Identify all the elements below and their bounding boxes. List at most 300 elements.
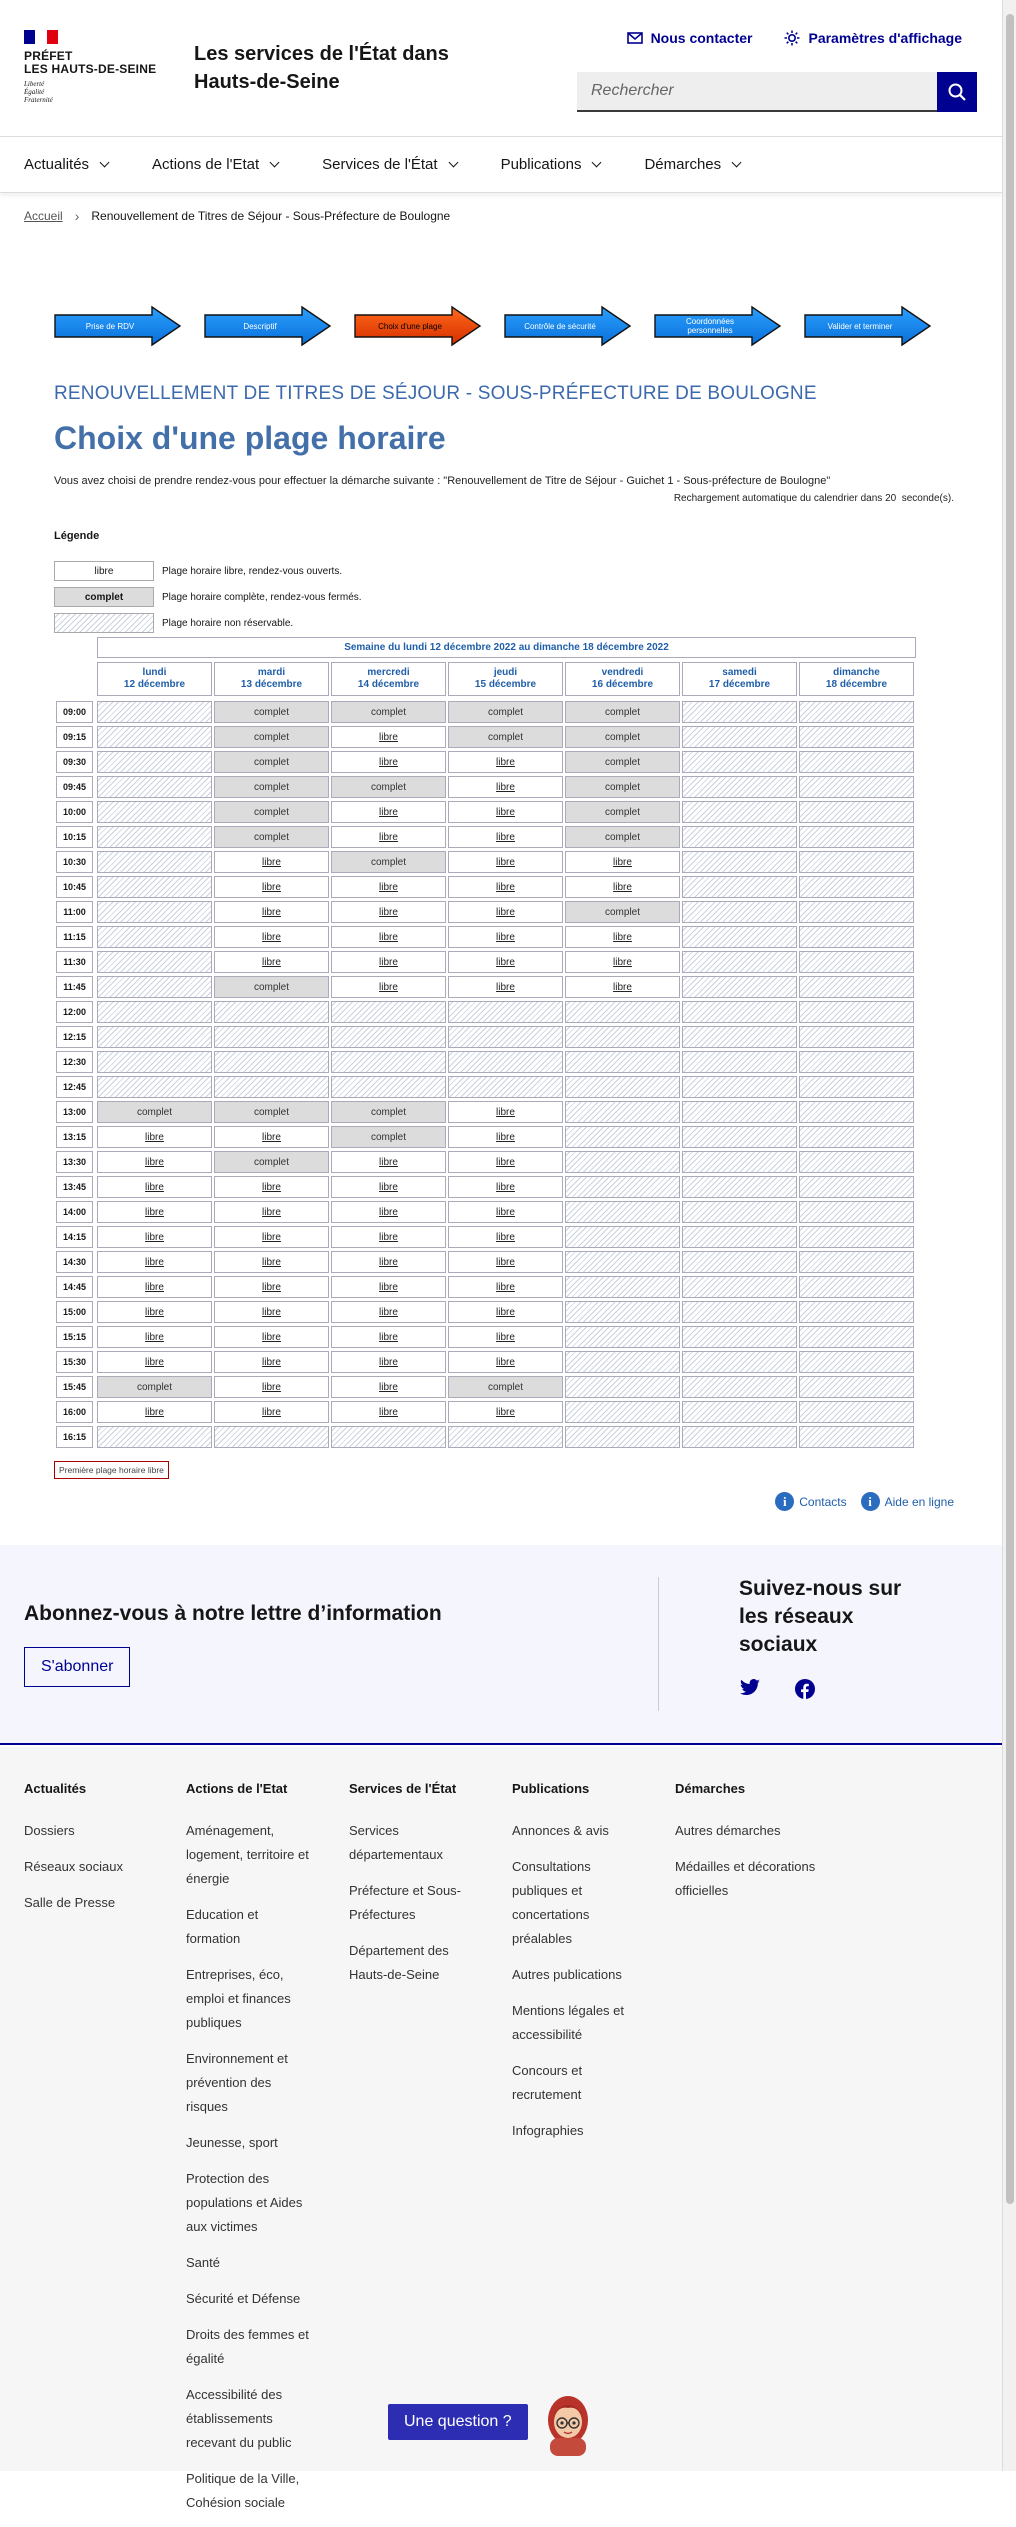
slot-free[interactable]: libre [448,1276,563,1298]
progress-steps [54,306,932,346]
slot-unavailable [682,1301,797,1323]
slot-unavailable [682,826,797,848]
slot-free[interactable]: libre [448,776,563,798]
main-nav [0,137,1002,193]
social-title: Suivez-nous sur les réseaux sociaux [739,1577,902,1656]
step-4 [504,306,632,346]
slot-unavailable [97,976,212,998]
page-title: Choix d'une plage horaire [54,420,446,456]
slot-unavailable [565,1301,680,1323]
chat-button[interactable]: Une question ? [388,2404,528,2440]
slot-free[interactable]: libre [214,1126,329,1148]
slot-unavailable [565,1001,680,1023]
slot-free[interactable]: libre [97,1201,212,1223]
slot-unavailable [682,1026,797,1048]
time-label: 16:15 [56,1426,93,1448]
slot-free[interactable]: libre [448,1351,563,1373]
slot-unavailable [565,1401,680,1423]
slot-free[interactable]: libre [331,1226,446,1248]
facebook-icon[interactable] [795,1679,815,1699]
slot-free[interactable]: libre [214,926,329,948]
slot-unavailable [565,1051,680,1073]
slot-unavailable [799,726,914,748]
slot-unavailable [799,1276,914,1298]
slot-unavailable [799,926,914,948]
slot-full: complet [565,751,680,773]
search-button[interactable] [937,72,977,112]
week-header: Semaine du lundi 12 décembre 2022 au dimanche 18 décembre 2022 [97,637,916,658]
time-label: 14:00 [56,1201,93,1223]
slot-free[interactable]: libre [97,1276,212,1298]
time-label: 12:00 [56,1001,93,1023]
slot-free[interactable]: libre [331,801,446,823]
slot-free[interactable]: libre [448,1201,563,1223]
slot-unavailable [565,1076,680,1098]
slot-free[interactable]: libre [331,1151,446,1173]
slot-free[interactable]: libre [448,926,563,948]
slot-unavailable [97,851,212,873]
time-label: 15:00 [56,1301,93,1323]
time-label: 11:00 [56,901,93,923]
slot-unavailable [97,1001,212,1023]
slot-full: complet [214,826,329,848]
slot-unavailable [799,901,914,923]
footer-link[interactable]: Santé [186,2255,220,2270]
footer-link[interactable]: Salle de Presse [24,1895,116,1910]
slot-unavailable [799,1351,914,1373]
slot-unavailable [682,1251,797,1273]
slot-free[interactable]: libre [97,1301,212,1323]
footer-link[interactable]: Autres publications [512,1967,622,1982]
newsletter-title: Abonnez-vous à notre lettre d’information [24,1602,442,1625]
slot-free[interactable]: libre [331,926,446,948]
slot-unavailable [799,1051,914,1073]
twitter-icon[interactable] [739,1679,761,1697]
slot-free[interactable]: libre [448,1251,563,1273]
day-date: 17 décembre [708,679,771,690]
slot-free[interactable]: libre [448,901,563,923]
nav-item-actions[interactable] [152,156,278,173]
chevron-down-icon [448,158,458,168]
slot-free[interactable]: libre [448,1301,563,1323]
footer-link[interactable]: Infographies [512,2123,584,2138]
slot-free[interactable]: libre [331,1376,446,1398]
time-label: 13:30 [56,1151,93,1173]
chevron-down-icon [592,158,602,168]
slot-unavailable [682,1151,797,1173]
time-label: 13:00 [56,1101,93,1123]
footer-link[interactable]: Protection des populations et Aides aux victimes [186,2171,303,2234]
time-label: 10:15 [56,826,93,848]
slot-unavailable [682,976,797,998]
day-name: mardi [257,667,286,678]
slot-free[interactable]: libre [565,851,680,873]
slot-free[interactable]: libre [448,1326,563,1348]
footer-link[interactable]: Aménagement, logement, territoire et énergie [186,1823,309,1886]
day-name: lundi [142,667,167,678]
slot-unavailable [799,776,914,798]
slot-free[interactable]: libre [565,976,680,998]
step-label: Coordonnées personnelles [685,317,735,335]
footer-link[interactable]: Politique de la Ville, Cohésion sociale [186,2471,300,2510]
slot-free[interactable]: libre [331,1351,446,1373]
chevron-down-icon [270,158,280,168]
slot-unavailable [331,1426,446,1448]
slot-free[interactable]: libre [448,876,563,898]
footer-link[interactable]: Autres démarches [675,1823,781,1838]
slot-unavailable [331,1076,446,1098]
nav-label: Services de l'État [322,156,438,173]
slot-free[interactable]: libre [565,926,680,948]
slot-free[interactable]: libre [565,951,680,973]
slot-unavailable [448,1426,563,1448]
nav-label: Actualités [24,156,90,173]
slot-unavailable [565,1276,680,1298]
reload-prefix: Rechargement automatique du calendrier dans [673,493,883,504]
footer-column [675,1777,825,1915]
slot-unavailable [799,1251,914,1273]
slot-free[interactable]: libre [331,826,446,848]
time-label: 10:45 [56,876,93,898]
time-label: 11:15 [56,926,93,948]
slot-free[interactable]: libre [331,1401,446,1423]
slot-unavailable [682,1401,797,1423]
legend-na-text: Plage horaire non réservable. [162,617,294,629]
slot-free[interactable]: libre [97,1251,212,1273]
divider [658,1577,659,1711]
slot-unavailable [799,951,914,973]
slot-free[interactable]: libre [214,851,329,873]
footer-column [186,1777,316,2527]
slot-full: complet [214,976,329,998]
nav-item-actualites[interactable] [24,156,108,173]
help-links [775,1492,954,1511]
slot-free[interactable]: libre [448,976,563,998]
motto-1: Liberté [24,80,45,88]
step-3 [354,306,482,346]
slot-free[interactable]: libre [331,901,446,923]
slot-unavailable [799,1151,914,1173]
slot-unavailable [97,1026,212,1048]
display-settings-link[interactable] [784,30,962,46]
nav-item-publications[interactable] [501,156,601,173]
footer-link[interactable]: Préfecture et Sous-Préfectures [349,1883,461,1922]
slot-unavailable [97,1051,212,1073]
slot-unavailable [565,1026,680,1048]
footer-heading: Actualités [24,1781,87,1796]
footer-link[interactable]: Entreprises, éco, emploi et finances publiques [186,1967,291,2030]
step-label: Valider et terminer [827,321,893,331]
breadcrumb-home[interactable]: Accueil [24,209,63,223]
footer-heading: Actions de l'Etat [186,1781,288,1796]
slot-free[interactable]: libre [97,1326,212,1348]
footer-link[interactable]: Dossiers [24,1823,75,1838]
slot-unavailable [97,726,212,748]
footer-link[interactable]: Jeunesse, sport [186,2135,278,2150]
slot-unavailable [97,701,212,723]
step-label: Contrôle de sécurité [524,321,596,331]
slot-free[interactable]: libre [448,1176,563,1198]
step-2 [204,306,332,346]
legend-free [54,561,342,581]
mail-icon [627,31,643,45]
day-date: 14 décembre [357,679,420,690]
header [0,0,1002,137]
footer-link[interactable]: Droits des femmes et égalité [186,2327,309,2366]
marianne-logo[interactable] [24,30,174,104]
slot-free[interactable]: libre [214,1226,329,1248]
slot-unavailable [682,901,797,923]
slot-free[interactable]: libre [214,876,329,898]
slot-unavailable [799,701,914,723]
online-help-link[interactable] [861,1492,954,1511]
day-date: 16 décembre [591,679,654,690]
slot-unavailable [799,1176,914,1198]
footer-link[interactable]: Département des Hauts-de-Seine [349,1943,449,1982]
nav-label: Publications [500,156,582,173]
day-header-lundi [97,662,212,696]
slot-unavailable [97,751,212,773]
slot-free[interactable]: libre [214,1351,329,1373]
slot-unavailable [799,801,914,823]
time-label: 12:30 [56,1051,93,1073]
slot-free[interactable]: libre [331,1301,446,1323]
footer-link[interactable]: Accessibilité des établissements recevant du public [186,2387,292,2450]
time-label: 09:00 [56,701,93,723]
slot-free[interactable]: libre [214,1301,329,1323]
slot-free[interactable]: libre [214,1276,329,1298]
slot-free[interactable]: libre [331,1201,446,1223]
site-name[interactable]: Les services de l'État dans Hauts-de-Seine [194,43,449,93]
footer-link[interactable]: Réseaux sociaux [24,1859,123,1874]
slot-free[interactable]: libre [448,826,563,848]
slot-free[interactable]: libre [448,1101,563,1123]
slot-full: complet [214,751,329,773]
slot-free[interactable]: libre [214,951,329,973]
flag-icon [24,30,58,44]
slot-free[interactable]: libre [448,1401,563,1423]
slot-free[interactable]: libre [565,876,680,898]
slot-free[interactable]: libre [331,1326,446,1348]
time-label: 10:00 [56,801,93,823]
chevron-down-icon [100,158,110,168]
day-name: mercredi [367,667,410,678]
slot-free[interactable]: libre [448,801,563,823]
gov-line-2: LES HAUTS-DE-SEINE [24,62,157,76]
slot-free[interactable]: libre [214,1326,329,1348]
slot-unavailable [799,751,914,773]
slot-free[interactable]: libre [97,1226,212,1248]
slot-unavailable [682,1101,797,1123]
slot-free[interactable]: libre [97,1351,212,1373]
step-5 [654,306,782,346]
slot-unavailable [682,1426,797,1448]
slot-free[interactable]: libre [448,1226,563,1248]
footer-column [512,1777,642,2155]
step-label: Prise de RDV [85,321,135,331]
footer-link[interactable]: Environnement et prévention des risques [186,2051,288,2114]
slot-free[interactable]: libre [331,951,446,973]
slot-free[interactable]: libre [214,1201,329,1223]
time-label: 15:30 [56,1351,93,1373]
slot-free[interactable]: libre [448,1151,563,1173]
online-help-label: Aide en ligne [884,1494,954,1509]
contacts-link[interactable] [775,1492,846,1511]
slot-unavailable [448,1051,563,1073]
slot-unavailable [97,1076,212,1098]
slot-full: complet [331,1101,446,1123]
slot-full: complet [565,701,680,723]
slot-free[interactable]: libre [214,1176,329,1198]
time-label: 13:15 [56,1126,93,1148]
footer-heading: Publications [512,1781,590,1796]
day-date: 13 décembre [240,679,303,690]
time-label: 12:15 [56,1026,93,1048]
scrollbar-thumb[interactable] [1006,14,1014,2204]
contact-link[interactable] [627,30,753,46]
slot-full: complet [214,1151,329,1173]
slot-free[interactable]: libre [448,851,563,873]
slot-free[interactable]: libre [97,1126,212,1148]
day-header-mardi [214,662,329,696]
slot-unavailable [799,851,914,873]
slot-free[interactable]: libre [331,726,446,748]
time-label: 09:45 [56,776,93,798]
slot-unavailable [97,951,212,973]
slot-unavailable [565,1426,680,1448]
slot-unavailable [565,1126,680,1148]
slot-free[interactable]: libre [97,1176,212,1198]
motto-3: Fraternité [24,96,53,104]
footer-column [24,1777,154,1927]
scrollbar[interactable] [1002,0,1016,2471]
slot-unavailable [682,1076,797,1098]
time-label: 16:00 [56,1401,93,1423]
reload-seconds: 20 [885,493,897,504]
slot-unavailable [565,1101,680,1123]
reload-notice [674,493,954,504]
search-input[interactable]: Rechercher [577,72,937,112]
step-6 [804,306,932,346]
gov-line-1: PRÉFET [24,49,73,63]
nav-label: Actions de l'Etat [152,156,260,173]
time-label: 11:30 [56,951,93,973]
slot-free[interactable]: libre [214,901,329,923]
slot-unavailable [97,876,212,898]
step-label: Choix d'une plage [378,321,442,331]
slot-unavailable [214,1051,329,1073]
time-label: 13:45 [56,1176,93,1198]
assistant-avatar[interactable] [540,2390,596,2456]
legend-free-box: libre [54,561,154,581]
slot-unavailable [799,1401,914,1423]
slot-full: complet [331,1126,446,1148]
slot-unavailable [682,1226,797,1248]
slot-unavailable [799,976,914,998]
footer-link[interactable]: Consultations publiques et concertations préalables [512,1859,591,1946]
time-label: 09:15 [56,726,93,748]
time-label: 14:15 [56,1226,93,1248]
day-name: dimanche [833,667,880,678]
slot-free[interactable]: libre [448,951,563,973]
footer-link[interactable]: Services départementaux [349,1823,443,1862]
footer-link[interactable]: Mentions légales et accessibilité [512,2003,625,2042]
subscribe-button[interactable]: S'abonner [24,1647,130,1687]
footer-heading: Services de l'État [349,1781,457,1796]
footer-link[interactable]: Médailles et décorations officielles [675,1859,816,1898]
nav-label: Démarches [644,156,722,173]
footer [0,1747,1002,2510]
day-header-mercredi [331,662,446,696]
slot-full: complet [331,701,446,723]
slot-unavailable [682,1051,797,1073]
nav-item-services[interactable] [322,156,456,173]
slot-free[interactable]: libre [331,1251,446,1273]
slot-unavailable [799,826,914,848]
slot-unavailable [565,1151,680,1173]
slot-unavailable [97,901,212,923]
slot-unavailable [682,801,797,823]
slot-free[interactable]: libre [448,1126,563,1148]
day-header-dimanche [799,662,914,696]
slot-unavailable [565,1201,680,1223]
slot-unavailable [799,1001,914,1023]
slot-unavailable [448,1001,563,1023]
slot-full: complet [565,801,680,823]
slot-unavailable [799,876,914,898]
slot-free[interactable]: libre [214,1401,329,1423]
newsletter-section [0,1545,1002,1745]
slot-unavailable [682,1351,797,1373]
slot-full: complet [448,726,563,748]
slot-free[interactable]: libre [97,1401,212,1423]
day-name: samedi [722,667,757,678]
footer-link[interactable]: Education et formation [186,1907,259,1946]
slot-unavailable [799,1126,914,1148]
nav-item-demarches[interactable] [644,156,740,173]
time-label: 15:45 [56,1376,93,1398]
first-free-slot-button[interactable]: Première plage horaire libre [54,1461,169,1479]
legend-na [54,613,293,633]
slot-unavailable [565,1176,680,1198]
time-label: 09:30 [56,751,93,773]
slot-unavailable [565,1251,680,1273]
footer-link[interactable]: Annonces & avis [512,1823,609,1838]
slot-full: complet [97,1101,212,1123]
footer-link[interactable]: Concours et recrutement [512,2063,583,2102]
slot-unavailable [682,751,797,773]
slot-free[interactable]: libre [331,1276,446,1298]
footer-link[interactable]: Sécurité et Défense [186,2291,301,2306]
slot-full: complet [214,801,329,823]
slot-free[interactable]: libre [214,1251,329,1273]
slot-free[interactable]: libre [331,1176,446,1198]
time-label: 11:45 [56,976,93,998]
slot-unavailable [214,1001,329,1023]
slot-free[interactable]: libre [97,1151,212,1173]
day-header-samedi [682,662,797,696]
slot-free[interactable]: libre [448,751,563,773]
slot-free[interactable]: libre [331,976,446,998]
slot-free[interactable]: libre [331,751,446,773]
slot-free[interactable]: libre [214,1376,329,1398]
slot-full: complet [214,726,329,748]
slot-unavailable [682,1001,797,1023]
slot-unavailable [799,1376,914,1398]
day-name: vendredi [601,667,644,678]
intro-text: Vous avez choisi de prendre rendez-vous pour effectuer la démarche suivante : "Renouvellement de Titre de Séjour - Guichet 1 - Sous-préfecture de Boulogne" [54,475,831,487]
slot-free[interactable]: libre [331,876,446,898]
